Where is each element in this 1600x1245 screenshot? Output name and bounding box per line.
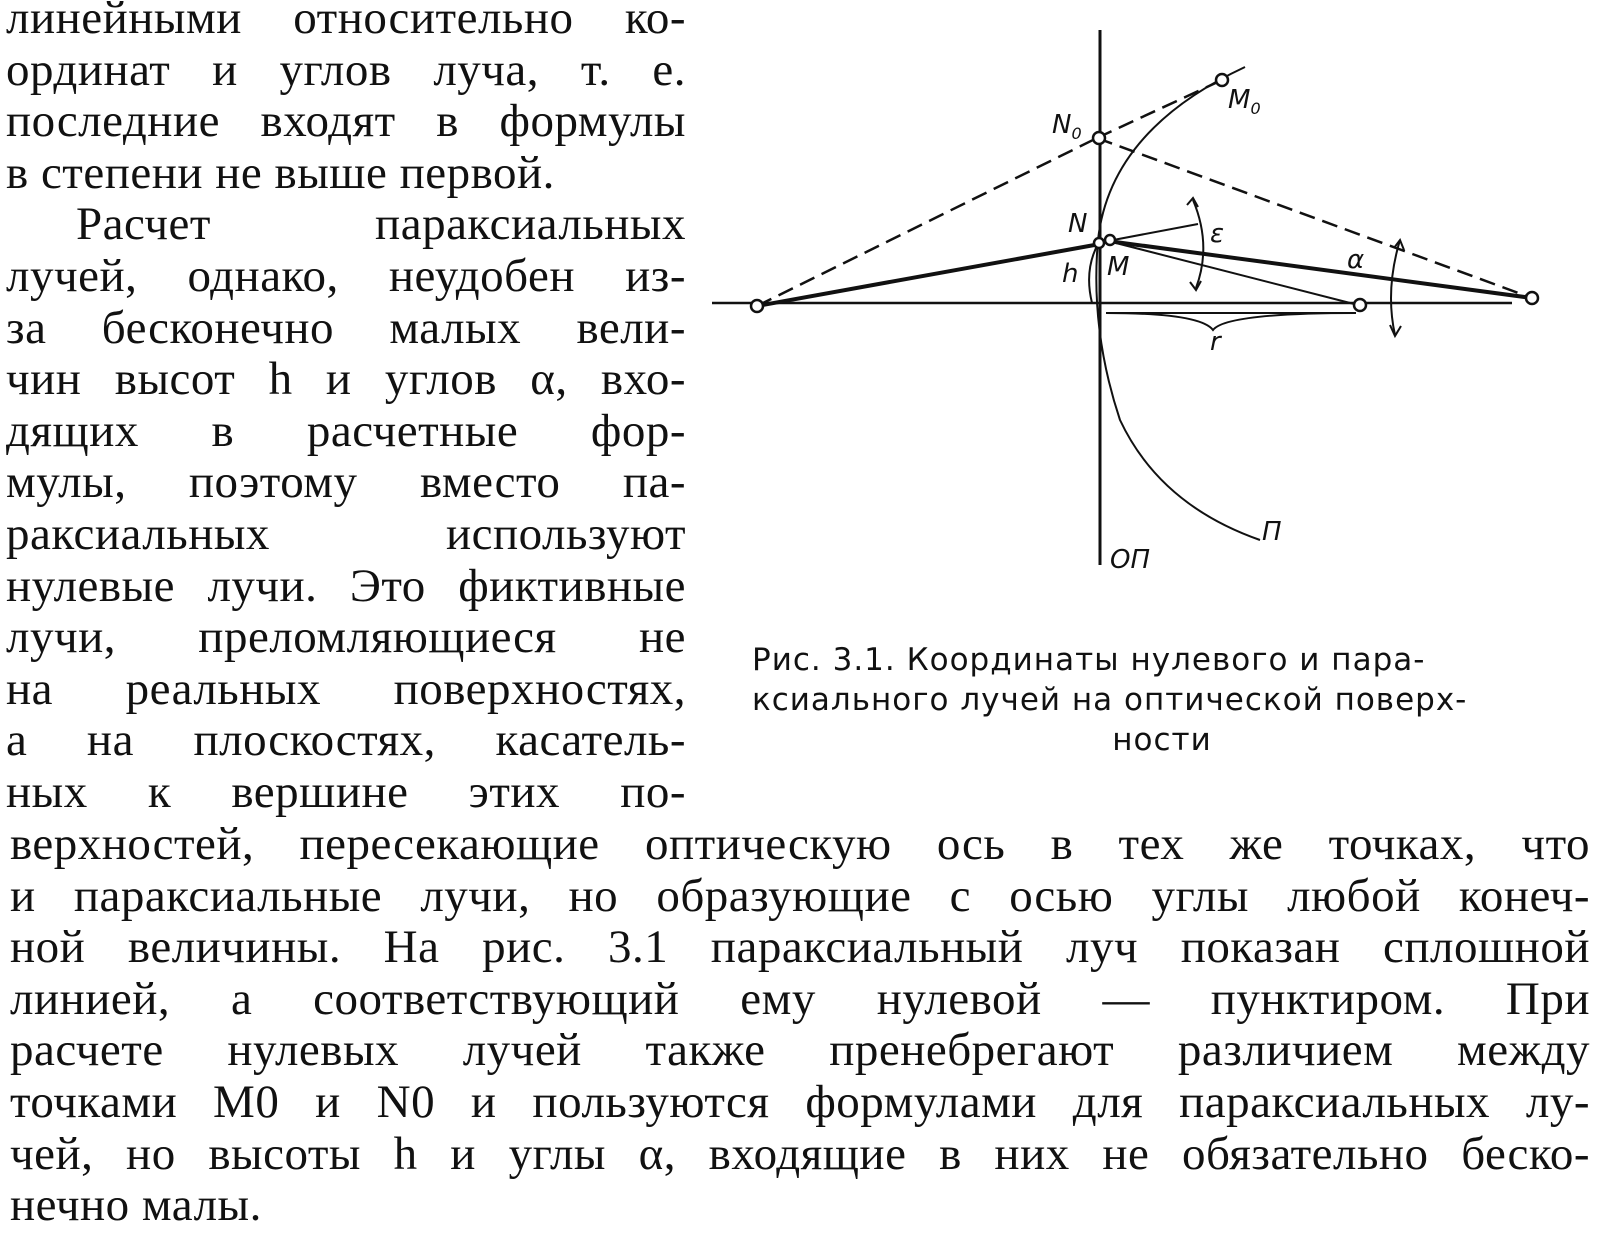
- text-line: на реальных поверхностях,: [6, 662, 686, 715]
- label-M0: $M_0$: [1228, 85, 1261, 118]
- caption-line: ности: [1112, 722, 1212, 758]
- text-line: лучей, однако, неудобен из-: [6, 250, 686, 302]
- paraxial-ray-right: [1108, 241, 1532, 298]
- text-line: верхностей, пересекающие оптическую ось в тех же точках, что: [10, 818, 1590, 870]
- label-alpha: α: [1347, 245, 1365, 275]
- figure-caption: [752, 640, 1572, 760]
- point-right-focus: [1526, 292, 1538, 304]
- epsilon-reference-line: [1108, 224, 1198, 241]
- text-line: за бесконечно малых вели-: [6, 301, 686, 354]
- text-line: расчете нулевых лучей также пренебрегают различием между: [10, 1024, 1590, 1077]
- normal-line: [1108, 241, 1358, 305]
- point-N: [1094, 238, 1104, 248]
- text-line: Расчет параксиальных: [76, 198, 686, 251]
- text-line: ных к вершине этих по-: [6, 766, 686, 818]
- text-line: последние входят в формулы: [6, 95, 686, 148]
- epsilon-arrow-bottom: [1190, 281, 1201, 290]
- text-line: точками M0 и N0 и пользуются формулами для параксиальных лу-: [10, 1076, 1590, 1128]
- epsilon-arrow-top: [1187, 198, 1198, 207]
- text-line: ной величины. На рис. 3.1 параксиальный луч показан сплошной: [10, 921, 1590, 974]
- text-line: лучи, преломляющиеся не: [6, 611, 686, 664]
- zero-ray-right: [1097, 138, 1532, 298]
- point-N0: [1093, 132, 1105, 144]
- text-line: и параксиальные лучи, но образующие с осью углы любой конеч-: [10, 869, 1590, 922]
- r-bracket: [1106, 313, 1356, 330]
- caption-line: Рис. 3.1. Координаты нулевого и пара-: [752, 642, 1426, 678]
- text-line: чей, но высоты h и углы α, входящие в них не обязательно беско-: [10, 1127, 1590, 1180]
- label-N0: $N_0$: [1052, 110, 1082, 143]
- text-line: в степени не выше первой.: [6, 146, 555, 199]
- paraxial-ray-left: [757, 244, 1100, 306]
- text-line: дящих в расчетные фор-: [6, 404, 686, 457]
- text-line: ординат и углов луча, т. е.: [6, 43, 686, 96]
- text-line: мулы, поэтому вместо па-: [6, 456, 686, 509]
- text-line: линейными относительно ко-: [6, 0, 686, 44]
- label-tangent-plane: ОП: [1110, 545, 1151, 575]
- text-line: раксиальных используют: [6, 508, 686, 560]
- caption-line: ксиального лучей на оптической поверх-: [752, 682, 1468, 718]
- text-line: линией, а соответствующий ему нулевой — пунктиром. При: [10, 972, 1590, 1025]
- label-N: N: [1068, 209, 1088, 239]
- epsilon-arc: [1193, 200, 1203, 288]
- label-epsilon: ε: [1210, 219, 1225, 249]
- text-line: чин высот h и углов α, вхо-: [6, 353, 686, 406]
- text-line: а на плоскостях, касатель-: [6, 714, 686, 767]
- label-h: h: [1062, 259, 1079, 289]
- point-M0: [1216, 74, 1228, 86]
- point-left-focus: [751, 300, 763, 312]
- text-line: нечно малы.: [10, 1179, 262, 1232]
- point-M: [1105, 235, 1115, 245]
- zero-ray-left: [757, 138, 1097, 306]
- text-line: нулевые лучи. Это фиктивные: [6, 559, 686, 612]
- label-r: r: [1210, 327, 1221, 357]
- label-M: M: [1107, 252, 1130, 282]
- alpha-arrow-bottom: [1390, 325, 1401, 336]
- alpha-arc: [1391, 240, 1400, 335]
- point-r-end: [1354, 299, 1366, 311]
- label-surface: П: [1262, 517, 1282, 547]
